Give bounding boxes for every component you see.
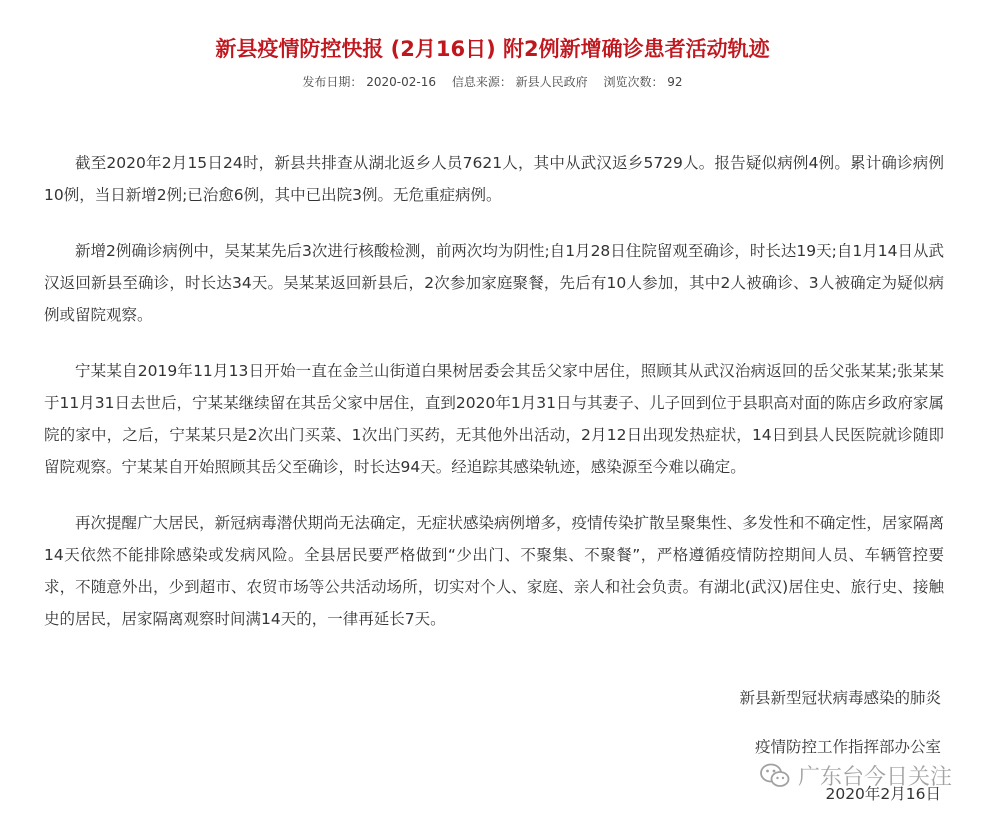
info-source: 信息来源： 新县人民政府 xyxy=(451,75,588,89)
signature-date: 2020年2月16日 xyxy=(825,785,941,803)
article-body xyxy=(44,147,944,659)
paragraph-summary: 截至2020年2月15日24时，新县共排查从湖北返乡人员7621人，其中从武汉返乡5729人。报告疑似病例4例。累计确诊病例10例，当日新增2例;已治愈6例，其中已出院3例。无危重症病例。 xyxy=(44,154,944,204)
watermark-text: 广东台今日关注 xyxy=(798,765,953,790)
signature-org-line1: 新县新型冠状病毒感染的肺炎 xyxy=(739,689,941,707)
article-title: 新县疫情防控快报 (2月16日) 附2例新增确诊患者活动轨迹 xyxy=(215,37,770,61)
article-meta xyxy=(0,73,985,90)
watermark xyxy=(760,760,952,791)
paragraph-case-ning: 宁某某自2019年11月13日开始一直在金兰山街道白果树居委会其岳父家中居住，照顾其从武汉治病返回的岳父张某某;张某某于11月31日去世后，宁某某继续留在其岳父家中居住，直到2020年1月31日与其妻子、儿子回到位于县职高对面的陈店乡政府家属院的家中，之后，宁某某只是2次出门买菜、1次出门买药，无其他外出活动，2月12日出现发热症状，14日到县人民医院就诊随即留院观察。宁某某自开始照顾其岳父至确诊，时长达94天。经追踪其感染轨迹，感染源至今难以确定。 xyxy=(44,362,944,476)
wechat-icon xyxy=(760,763,790,789)
paragraph-reminder: 再次提醒广大居民，新冠病毒潜伏期尚无法确定，无症状感染病例增多，疫情传染扩散呈聚集性、多发性和不确定性，居家隔离14天依然不能排除感染或发病风险。全县居民要严格做到“少出门、不聚集、不聚餐”，严格遵循疫情防控期间人员、车辆管控要求，不随意外出，少到超市、农贸市场等公共活动场所，切实对个人、家庭、亲人和社会负责。有湖北(武汉)居住史、旅行史、接触史的居民，居家隔离观察时间满14天的，一律再延长7天。 xyxy=(44,514,944,628)
publish-date: 发布日期： 2020-02-16 xyxy=(302,75,436,89)
view-count: 浏览次数： 92 xyxy=(603,75,683,89)
signature-org-line2: 疫情防控工作指挥部办公室 xyxy=(754,738,941,756)
paragraph-case-wu: 新增2例确诊病例中，吴某某先后3次进行核酸检测，前两次均为阴性;自1月28日住院留观至确诊，时长达19天;自1月14日从武汉返回新县至确诊，时长达34天。吴某某返回新县后，2次参加家庭聚餐，先后有10人参加，其中2人被确诊、3人被确定为疑似病例或留院观察。 xyxy=(44,242,944,324)
